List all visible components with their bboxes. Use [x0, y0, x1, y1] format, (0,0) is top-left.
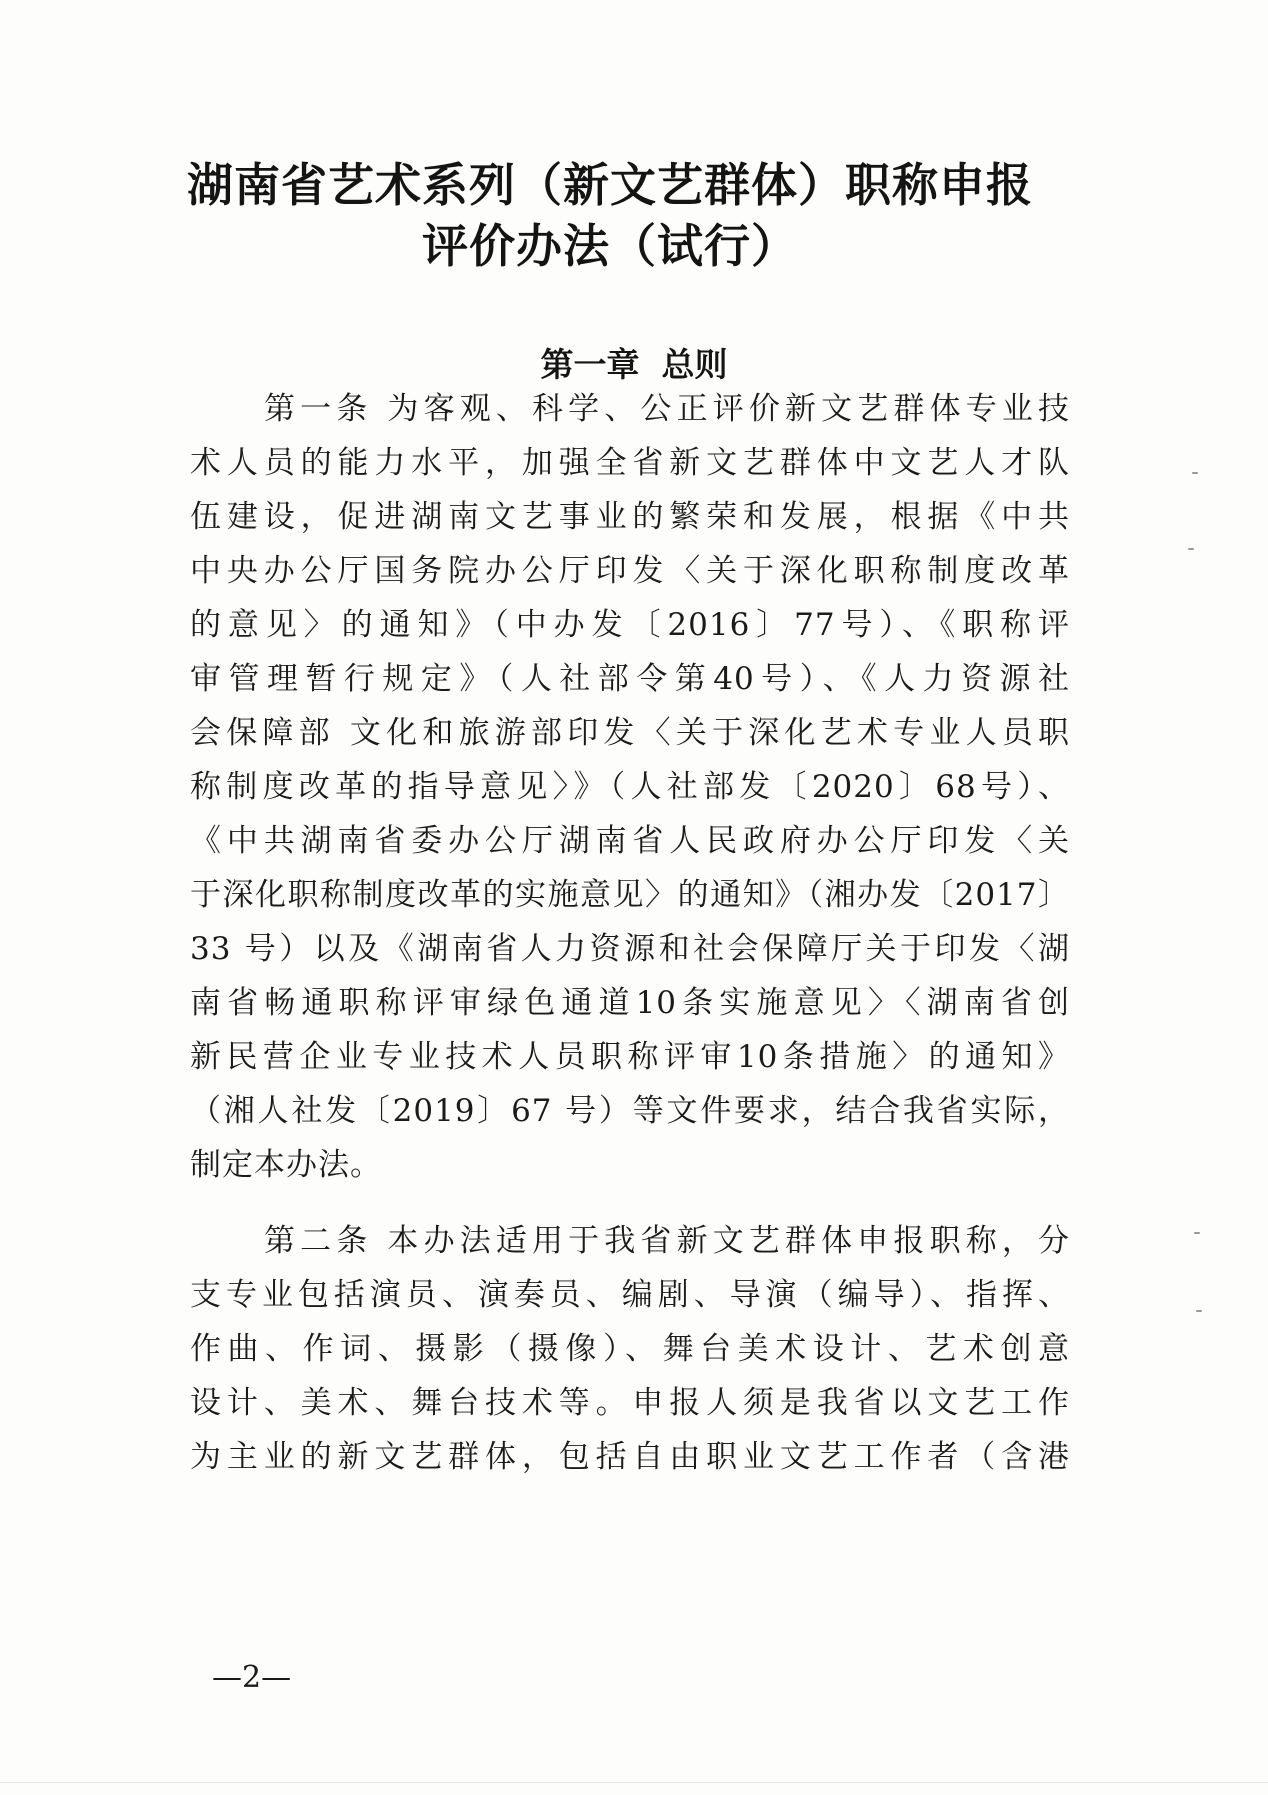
body-line: 支专业包括演员、演奏员、编剧、导演（编导）、指挥、	[190, 1277, 1070, 1313]
body-line: 伍建设，促进湖南文艺事业的繁荣和发展，根据《中共	[190, 499, 1070, 535]
body-line: 新民营企业专业技术人员职称评审10条措施〉的通知》	[190, 1039, 1070, 1075]
body-line: 中央办公厅国务院办公厅印发〈关于深化职称制度改革	[190, 553, 1070, 589]
scan-speck	[1196, 1310, 1202, 1312]
scan-speck	[1194, 1232, 1200, 1234]
page-number: —2—	[212, 1660, 292, 1695]
body-line: （湘人社发〔2019〕67 号）等文件要求，结合我省实际，	[190, 1093, 1070, 1129]
body-line: 33 号）以及《湖南省人力资源和社会保障厅关于印发〈湖	[190, 931, 1070, 967]
body-line: 会保障部 文化和旅游部印发〈关于深化艺术专业人员职	[190, 715, 1070, 751]
document-title-line2: 评价办法（试行）	[422, 219, 798, 273]
body-line: 制定本办法。	[190, 1147, 382, 1183]
page-bottom-edge	[0, 1782, 1268, 1783]
body-line: 称制度改革的指导意见〉》（人社部发〔2020〕68号）、	[190, 769, 1070, 805]
body-line: 设计、美术、舞台技术等。申报人须是我省以文艺工作	[190, 1385, 1070, 1421]
body-line: 为主业的新文艺群体，包括自由职业文艺工作者（含港	[190, 1439, 1070, 1475]
body-line: 南省畅通职称评审绿色通道10条实施意见〉〈湖南省创	[190, 985, 1070, 1021]
document-title-line1: 湖南省艺术系列（新文艺群体）职称申报	[187, 158, 1033, 212]
body-line: 的意见〉的通知》（中办发〔2016〕77号）、《职称评	[190, 607, 1070, 643]
chapter-name: 总则	[661, 345, 728, 384]
chapter-number: 第一章	[540, 345, 640, 384]
chapter-heading	[0, 340, 1268, 390]
body-line: 术人员的能力水平，加强全省新文艺群体中文艺人才队	[190, 445, 1070, 481]
body-line: 第一条 为客观、科学、公正评价新文艺群体专业技	[264, 391, 1070, 427]
body-line: 审管理暂行规定》（人社部令第40号）、《人力资源社	[190, 661, 1070, 697]
body-line: 《中共湖南省委办公厅湖南省人民政府办公厅印发〈关	[190, 823, 1070, 859]
scan-speck	[1188, 548, 1194, 550]
body-line: 于深化职称制度改革的实施意见〉的通知》（湘办发〔2017〕	[190, 877, 1070, 913]
scan-speck	[1192, 472, 1198, 474]
body-line: 第二条 本办法适用于我省新文艺群体申报职称，分	[264, 1223, 1070, 1259]
body-line: 作曲、作词、摄影（摄像）、舞台美术设计、艺术创意	[190, 1331, 1070, 1367]
